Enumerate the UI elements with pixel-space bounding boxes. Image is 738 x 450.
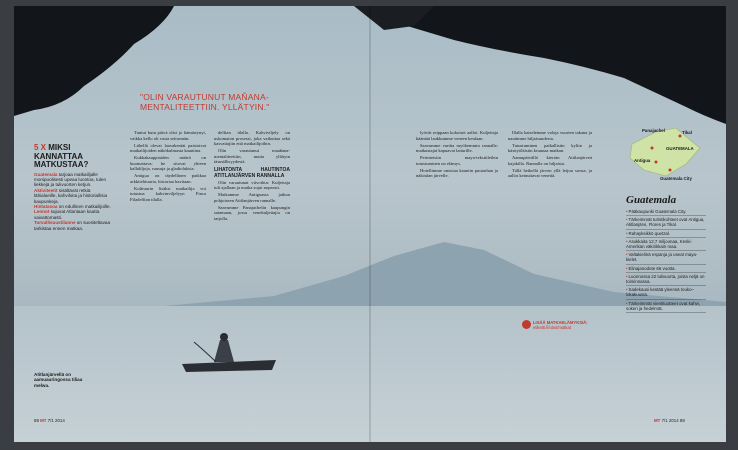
- folio-right: MT 7/1 2014 89: [654, 418, 685, 423]
- page-gutter: [369, 6, 371, 442]
- sidebar-title-text: MIKSI KANNATTAA MATKUSTAA?: [34, 143, 89, 169]
- map-label: Guatemala City: [660, 176, 692, 181]
- article-column-1: Tuntui kuin päivä olisi jo hämärtynyt, vaikka kello oli vasta seitsemän. Lähellä olevat laavakentät paistoivat matkailijoiden näkökulmasta kauniina. Kukkakauppiaiden määrä on huomattava; he sitovat yhteen kallaliljoja, ruusuja ja gladioluksia. Antigua on täydellinen paikkaa arkkitehtuuria, historiaa havitaan. Kulttuurin lisäksi matkailija voi tutustua kahvinviljelyyn Finca Filadelfian tilalla.: [130, 130, 206, 202]
- sidebar-title-number: 5 X: [34, 143, 47, 152]
- sidebar-item: Aktiviteetit sisältävät retkiä lähialueille, kahviloita ja historiallisia kaupunkeja.: [34, 187, 108, 204]
- article-column-3: lyövät reippaan kokoiset aallot. Kuljettaja kääntää laukkumme veneen keulaan. Saavumme varttia myöhemmin rannalle; matkustajat kapuavat laiturille. Perinteisiin maya-tekstiileihin tutustuminen on elämys. Hotellimme omistaa kauniin puutarhan ja näköalan järvelle.: [416, 130, 498, 178]
- fact-item: • Tärkeimmät vientituotteet ovat kahvi, sokeri ja hedelmät.: [626, 300, 706, 313]
- fisherman-boat: [164, 326, 284, 386]
- map-label: Antigua: [634, 158, 651, 163]
- link-icon: [522, 320, 531, 329]
- sidebar-item: Hintatasoa on edullinen matkailijoille.: [34, 203, 111, 209]
- article-column-4: Illalla katselemme valoja vuorten takana ja nautimme hiljaisuudesta. Tutustuminen paikallisiin kyliin ja käsityöläisiin kruunaa matkan. Aamupäivällä kierrän Atitlanjärveä kajakilla. Rannalla on hiljaista. Tällä hetkellä järven yllä leijuu savua, ja aallot keinuttavat venettä.: [508, 130, 592, 178]
- fact-item: • Pääkaupunki Guatemala City.: [626, 208, 706, 216]
- sidebar-item: Turvallisuustilanne on suositeltavaa tarkistaa ennen matkaa.: [34, 220, 111, 231]
- sidebar-item: Lennot sujuvat Atlantaan kautta vaivattomasti.: [34, 209, 100, 220]
- fact-item: • Tärkeimmät turistikohteet ovat Antigua, Atitlanjärvi, Flores ja Tikal.: [626, 216, 706, 229]
- sidebar-item: Guatemala tarjoaa matkailijalle monipuolisesti upeaa luontoa, tulen liekkejä ja tulivuorten ketjun.: [34, 171, 107, 188]
- magazine-spread: "OLIN VARAUTUNUT MAÑANA-MENTALITEETTIIN. YLLÄTYIN." 5 X MIKSI KANNATTAA MATKUSTAA? Guatemala tarjoaa matkailijalle monipuolisesti upeaa luontoa, tulen liekkejä ja tulivuorten ketjun. Aktiviteetit sisältävät retkiä lähialueille, kahviloita ja historiallisia kaupunkeja. Hintatasoa on edullinen matkailijoille. Lennot sujuvat Atlantaan kautta vaivattomasti. Turvallisuustilanne on suositeltavaa tarkistaa ennen matkaa. Atitlanjärvellä on aamuauringossa tiliaa melwa. 88 MT 7/1 2014 MT 7/1 2014 89 Tuntui kuin päivä olisi jo hämärtynyt, vaikka kello oli vasta seitsemän. Lähellä olevat laavakentät paistoivat matkailijoiden näkökulmasta kauniina. Kukkakauppiaiden määrä on huomattava; he sitovat yhteen kallaliljoja, ruusuja ja gladioluksia. Antigua on täydellinen paikkaa arkkitehtuuria, historiaa havitaan. Kulttuurin lisäksi matkailija voi tutustua kahvinviljelyyn Finca Filadelfian tilalla. delfian tilalla. Kahviviljely on uskomaton prosessi, joka vaikuttaa sekä kasvattajiin että matkailijoihin. Olin varautunut maañana-mentaliteettiin, mutta yllätyin täsmällisyydestä. LIHATONTA HAUTINTOA ATITLANJÄRVEN RANNALLA Olin varautunut viivoihin: Kuljettaja tuli ajallaan ja matka sujui nopeasti. Matkamme Antiguasta jatkuu pohjoiseen Atitlanjärven rannalle. Saavumme Panajachelin kaupungin satamaan, jossa venekuljettajia on tarjolla. lyövät reippaan kokoiset aallot. Kuljettaja kääntää laukkumme veneen keulaan. Saavumme varttia myöhemmin rannalle; matkustajat kapuavat laiturille. Perinteisiin maya-tekstiileihin tutustuminen on elämys. Hotellimme omistaa kauniin puutarhan ja näköalan järvelle. Illalla katselemme valoja vuorten takana ja nautimme hiljaisuudesta. Tutustuminen paikallisiin kyliin ja käsityöläisiin kruunaa matkan. Aamupäivällä kierrän Atitlanjärveä kajakilla. Rannalla on hiljaista. Tällä hetkellä järven yllä leijuu savua, ja aallot keinuttavat venettä. LISÄÄ MATKAELÄMYKSIÄ: etiketti.fi/ulos/matkat Panajachel Tikal GUATEMALA Antigua Guatemala City Guatemala • Pääkaupunki Guatemala City. • Tärkeimmät turistikohteet ovat Antigua, Atitlanjärvi, Flores ja Tikal. • Rahayksikkö quetzal. • Asukkaita 12,7 miljoonaa, Keski-Amerikan väkirikkain maa. • Valtakielinä espanja ja useat maya-kielet. • Elinajanodote 66 vuotta. • Luonnossa 22 tulivuorta, joista neljä on toiminnassa. • Sadekausi kestää yleensä touko–lokakuusta. • Tärkeimmät vientituotteet ovat kahvi, sokeri ja hedelmät.: [14, 6, 726, 442]
- sidebar-title: [34, 144, 114, 170]
- map-label: GUATEMALA: [666, 146, 694, 151]
- fact-item: • Valtakielinä espanja ja useat maya-kielet.: [626, 251, 706, 264]
- facts-title: Guatemala: [626, 194, 677, 206]
- section-heading: LIHATONTA HAUTINTOA ATITLANJÄRVEN RANNALLA: [214, 166, 290, 179]
- fact-item: • Rahayksikkö quetzal.: [626, 230, 706, 238]
- map-label: Panajachel: [642, 128, 665, 133]
- folio-left: 88 MT 7/1 2014: [34, 418, 65, 423]
- map-label: Tikal: [682, 130, 692, 135]
- photo-caption: Atitlanjärvellä on aamuauringossa tiliaa melwa.: [34, 372, 83, 388]
- facts-box: [626, 194, 706, 313]
- pull-quote: "OLIN VARAUTUNUT MAÑANA-MENTALITEETTIIN. YLLÄTYIN.": [140, 92, 270, 112]
- article-column-2: delfian tilalla. Kahviviljely on uskomaton prosessi, joka vaikuttaa sekä kasvattajiin että matkailijoihin. Olin varautunut maañana-mentaliteettiin, mutta yllätyin täsmällisyydestä. LIHATONTA HAUTINTOA ATITLANJÄRVEN RANNALLA Olin varautunut viivoihin: Kuljettaja tuli ajallaan ja matka sujui nopeasti. Matkamme Antiguasta jatkuu pohjoiseen Atitlanjärven rannalle. Saavumme Panajachelin kaupungin satamaan, jossa venekuljettajia on tarjolla.: [214, 130, 290, 221]
- fact-item: • Sadekausi kestää yleensä touko–lokakuusta.: [626, 286, 706, 299]
- fact-item: • Asukkaita 12,7 miljoonaa, Keski-Amerikan väkirikkain maa.: [626, 238, 706, 251]
- fact-item: • Luonnossa 22 tulivuorta, joista neljä on toiminnassa.: [626, 273, 706, 286]
- guatemala-map: [622, 118, 706, 190]
- sidebar-box: [34, 144, 114, 231]
- fact-item: • Elinajanodote 66 vuotta.: [626, 265, 706, 273]
